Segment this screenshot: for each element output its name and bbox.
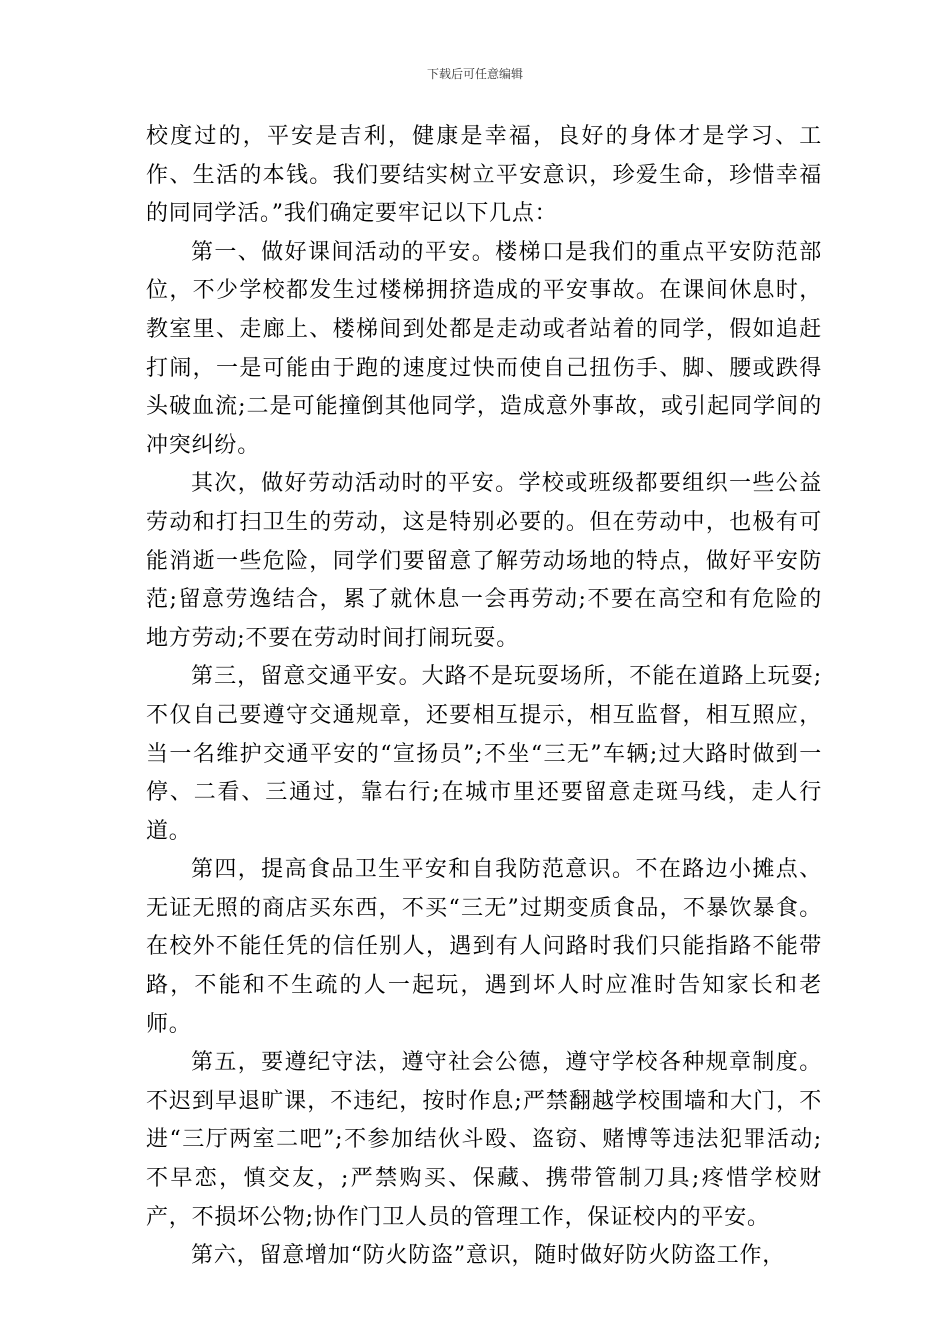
- paragraph-second-point: 其次，做好劳动活动时的平安。学校或班级都要组织一些公益劳动和打扫卫生的劳动，这是特别必要的。但在劳动中，也极有可能消逝一些危险，同学们要留意了解劳动场地的特点，做好平安防范;留意劳逸结合，累了就休息一会再劳动;不要在高空和有危险的地方劳动;不要在劳动时间打闹玩耍。: [146, 471, 822, 651]
- paragraph-fourth-point: 第四，提高食品卫生平安和自我防范意识。不在路边小摊点、无证无照的商店买东西，不买“三无”过期变质食品，不暴饮暴食。在校外不能任凭的信任别人，遇到有人问路时我们只能指路不能带路，不能和不生疏的人一起玩，遇到坏人时应准时告知家长和老师。: [146, 857, 822, 1037]
- paragraph-intro-continuation: 校度过的，平安是吉利，健康是幸福，良好的身体才是学习、工作、生活的本钱。我们要结实树立平安意识，珍爱生命，珍惜幸福的同同学活。”我们确定要牢记以下几点：: [146, 124, 822, 227]
- paragraph-third-point: 第三，留意交通平安。大路不是玩耍场所，不能在道路上玩耍;不仅自己要遵守交通规章，还要相互提示，相互监督，相互照应，当一名维护交通平安的“宣扬员”;不坐“三无”车辆;过大路时做到一停、二看、三通过，靠右行;在城市里还要留意走斑马线，走人行道。: [146, 664, 822, 844]
- page-header-note: 下载后可任意编辑: [426, 67, 523, 81]
- paragraph-fifth-point: 第五，要遵纪守法，遵守社会公德，遵守学校各种规章制度。不迟到早退旷课，不违纪，按时作息;严禁翻越学校围墙和大门，不进“三厅两室二吧”;不参加结伙斗殴、盗窃、赌博等违法犯罪活动;不早恋，慎交友，;严禁购买、保藏、携带管制刀具;疼惜学校财产，不损坏公物;协作门卫人员的管理工作，保证校内的平安。: [146, 1050, 822, 1230]
- document-body: [146, 118, 822, 1276]
- paragraph-first-point: 第一、做好课间活动的平安。楼梯口是我们的重点平安防范部位，不少学校都发生过楼梯拥挤造成的平安事故。在课间休息时，教室里、走廊上、楼梯间到处都是走动或者站着的同学，假如追赶打闹，一是可能由于跑的速度过快而使自己扭伤手、脚、腰或跌得头破血流;二是可能撞倒其他同学，造成意外事故，或引起同学间的冲突纠纷。: [146, 239, 822, 458]
- paragraph-sixth-point: 第六，留意增加“防火防盗”意识，随时做好防火防盗工作，: [191, 1243, 786, 1269]
